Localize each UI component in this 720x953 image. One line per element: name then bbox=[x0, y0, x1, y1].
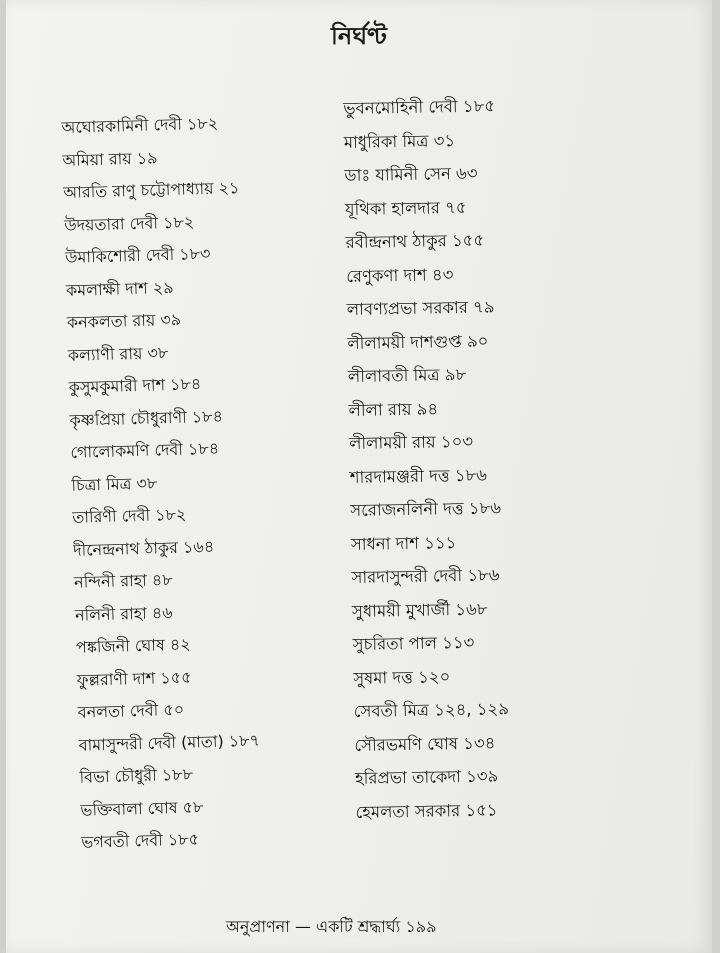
index-entry: লীলাবতী মিত্র ৯৮ bbox=[347, 364, 467, 386]
index-entry: ভগবতী দেবী ১৮৫ bbox=[81, 829, 200, 852]
index-entry: অঘোরকামিনী দেবী ১৮২ bbox=[61, 113, 219, 137]
index-column-right bbox=[343, 89, 511, 829]
index-entry: লীলাময়ী দাশগুপ্ত ৯০ bbox=[347, 331, 489, 353]
index-entry: ডাঃ যামিনী সেন ৬৩ bbox=[344, 163, 478, 185]
index-entry: হেমলতা সরকার ১৫১ bbox=[355, 799, 498, 822]
index-entry: ভক্তিবালা ঘোষ ৫৮ bbox=[80, 796, 204, 820]
index-entry: শারদামঞ্জরী দত্ত ১৮৬ bbox=[349, 465, 488, 487]
index-entry: হরিপ্রভা তাকেদা ১৩৯ bbox=[354, 766, 499, 788]
page-title: নির্ঘণ্ট bbox=[331, 22, 387, 50]
index-entry: আরতি রাণু চট্টোপাধ্যায় ২১ bbox=[62, 178, 240, 202]
index-entry: ভুবনমোহিনী দেবী ১৮৫ bbox=[343, 96, 496, 118]
index-entry: লাবণ্যপ্রভা সরকার ৭৯ bbox=[346, 297, 495, 319]
index-entry: নন্দিনী রাহা ৪৮ bbox=[73, 570, 173, 592]
index-entry: বিভা চৌধুরী ১৮৮ bbox=[79, 764, 194, 787]
index-entry: সুষমা দত্ত ১২০ bbox=[353, 666, 451, 688]
index-entry: সুচরিতা পাল ১১৩ bbox=[352, 632, 475, 654]
index-entry: উমাকিশোরী দেবী ১৮৩ bbox=[64, 243, 211, 267]
index-entry: কৃষ্ণপ্রিয়া চৌধুরাণী ১৮৪ bbox=[69, 406, 224, 430]
index-entry: রেণুকণা দাশ ৪৩ bbox=[346, 264, 454, 286]
index-entry: সেবতী মিত্র ১২৪, ১২৯ bbox=[353, 699, 510, 721]
index-entry: উদয়তারা দেবী ১৮২ bbox=[63, 211, 195, 235]
index-entry: বামাসুন্দরী দেবী (মাতা) ১৮৭ bbox=[78, 730, 261, 755]
index-entry: নলিনী রাহা ৪৬ bbox=[74, 602, 173, 625]
index-entry: অমিয়া রায় ১৯ bbox=[62, 147, 158, 170]
book-page bbox=[6, 0, 712, 953]
index-entry: তারিণী দেবী ১৮২ bbox=[72, 504, 187, 527]
index-entry: গোলোকমণি দেবী ১৮৪ bbox=[70, 438, 220, 462]
index-entry: চিত্রা মিত্র ৩৮ bbox=[71, 472, 158, 495]
index-entry: যূথিকা হালদার ৭৫ bbox=[344, 197, 467, 219]
index-entry: কনকলতা রায় ৩৯ bbox=[66, 309, 182, 332]
index-entry: লীলা রায় ৯৪ bbox=[348, 398, 439, 420]
index-entry: মাধুরিকা মিত্র ৩১ bbox=[343, 130, 456, 152]
index-entry: কমলাক্ষী দাশ ২৯ bbox=[65, 277, 174, 300]
index-entry: সরোজনলিনী দত্ত ১৮৬ bbox=[350, 498, 502, 520]
index-entry: সাধনা দাশ ১১১ bbox=[350, 532, 457, 554]
index-entry: কল্যাণী রায় ৩৮ bbox=[67, 342, 169, 365]
index-entry: সুধাময়ী মুখার্জী ১৬৮ bbox=[351, 599, 488, 621]
index-entry: বনলতা দেবী ৫০ bbox=[77, 699, 185, 722]
index-entry: সারদাসুন্দরী দেবী ১৮৬ bbox=[351, 565, 500, 587]
index-entry: রবীন্দ্রনাথ ঠাকুর ১৫৫ bbox=[345, 230, 485, 252]
index-column-left bbox=[61, 107, 263, 859]
index-entry: কুসুমকুমারী দাশ ১৮৪ bbox=[68, 374, 202, 397]
page-footer: অনুপ্রাণনা — একটি শ্রদ্ধার্ঘ্য ১৯৯ bbox=[226, 917, 437, 936]
index-entry: সৌরভমণি ঘোষ ১৩৪ bbox=[354, 732, 496, 755]
index-entry: লীলাময়ী রায় ১০৩ bbox=[348, 431, 474, 453]
index-entry: পঙ্কজিনী ঘোষ ৪২ bbox=[75, 634, 191, 657]
index-entry: দীনেন্দ্রনাথ ঠাকুর ১৬৪ bbox=[72, 536, 215, 560]
index-entry: ফুল্লরাণী দাশ ১৫৫ bbox=[76, 667, 192, 690]
